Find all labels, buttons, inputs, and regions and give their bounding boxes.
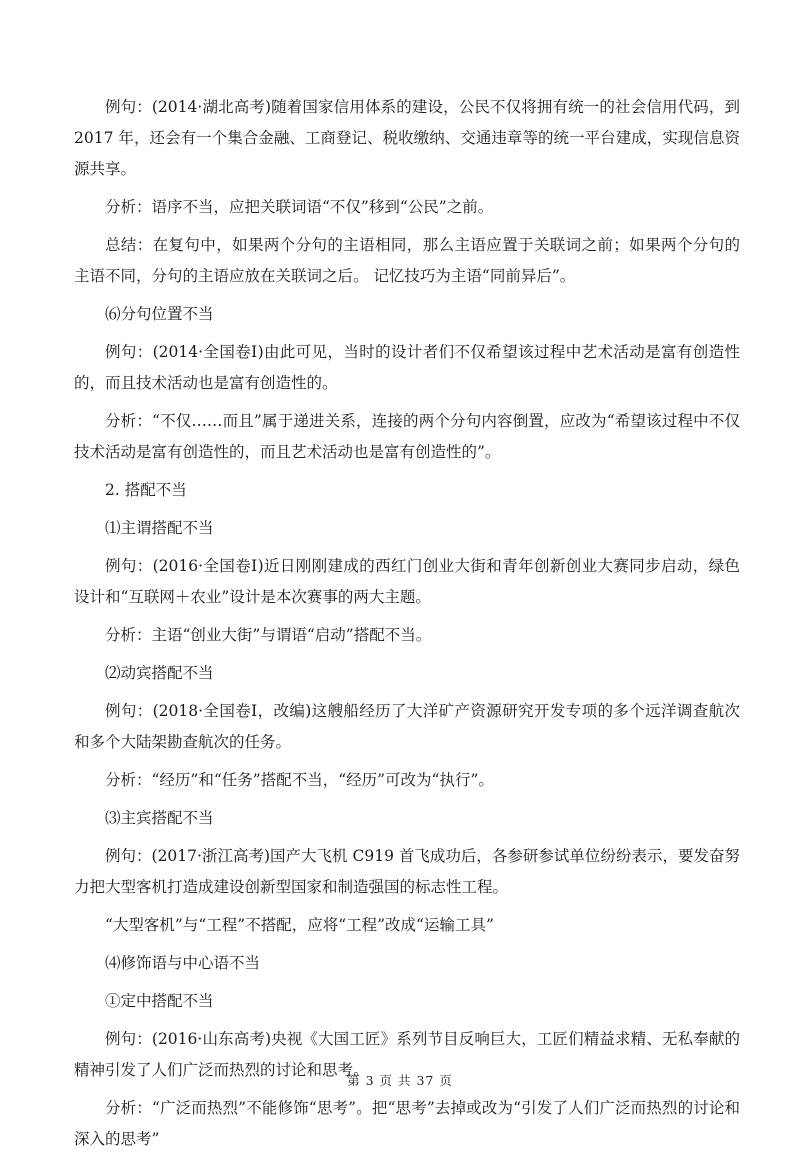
section-heading: 2. 搭配不当 [105,481,187,499]
page-number-label: 第 3 页 共 37 页 [347,1073,453,1088]
example-paragraph: 例句：(2014·湖北高考)随着国家信用体系的建设，公民不仅将拥有统一的社会信用代码，到 2017 年，还会有一个集合金融、工商登记、税收缴纳、交通违章等的统一平台建成，实现信息资源共享。 [74,98,740,178]
document-body [74,92,740,1162]
example-paragraph: 例句：(2017·浙江高考)国产大飞机 C919 首飞成功后，各参研参试单位纷纷表示，要发奋努力把大型客机打造成建设创新型国家和制造强国的标志性工程。 [74,847,740,896]
section-heading: ①定中搭配不当 [105,992,214,1010]
page-footer [0,1071,800,1089]
section-heading: ⑹分句位置不当 [105,305,214,323]
analysis-paragraph: 分析：主语“创业大街”与谓语“启动”搭配不当。 [105,626,432,644]
section-heading: ⑷修饰语与中心语不当 [105,954,261,972]
section-heading: ⑵动宾搭配不当 [105,664,214,682]
example-paragraph: 例句：(2014·全国卷Ⅰ)由此可见，当时的设计者们不仅希望该过程中艺术活动是富有创造性的，而且技术活动也是富有创造性的。 [74,343,740,392]
analysis-paragraph: 分析：“广泛而热烈”不能修饰“思考”。把“思考”去掉或改为“引发了人们广泛而热烈的讨论和深入的思考” [74,1099,740,1148]
analysis-paragraph: “大型客机”与“工程”不搭配，应将“工程”改成“运输工具” [105,916,494,934]
section-heading: ⑴主谓搭配不当 [105,519,214,537]
analysis-paragraph: 分析：语序不当，应把关联词语“不仅”移到“公民”之前。 [105,198,494,216]
example-paragraph: 例句：(2016·全国卷Ⅰ)近日刚刚建成的西红门创业大街和青年创新创业大赛同步启动，绿色设计和“互联网＋农业”设计是本次赛事的两大主题。 [74,557,740,606]
example-paragraph: 例句：(2018·全国卷Ⅰ，改编)这艘船经历了大洋矿产资源研究开发专项的多个远洋调查航次和多个大陆架勘查航次的任务。 [74,702,740,751]
analysis-paragraph: 分析：“不仅……而且”属于递进关系，连接的两个分句内容倒置，应改为“希望该过程中不仅技术活动是富有创造性的，而且艺术活动也是富有创造性的”。 [74,412,740,461]
analysis-paragraph: 分析：“经历”和“任务”搭配不当，“经历”可改为“执行”。 [105,771,494,789]
summary-paragraph: 总结：在复句中，如果两个分句的主语相同，那么主语应置于关联词之前；如果两个分句的主语不同，分句的主语应放在关联词之后。 记忆技巧为主语“同前异后”。 [74,236,740,285]
example-paragraph: 例句：(2016·山东高考)央视《大国工匠》系列节目反响巨大，工匠们精益求精、无私奉献的精神引发了人们广泛而热烈的讨论和思考。 [74,1030,740,1079]
section-heading: ⑶主宾搭配不当 [105,809,214,827]
